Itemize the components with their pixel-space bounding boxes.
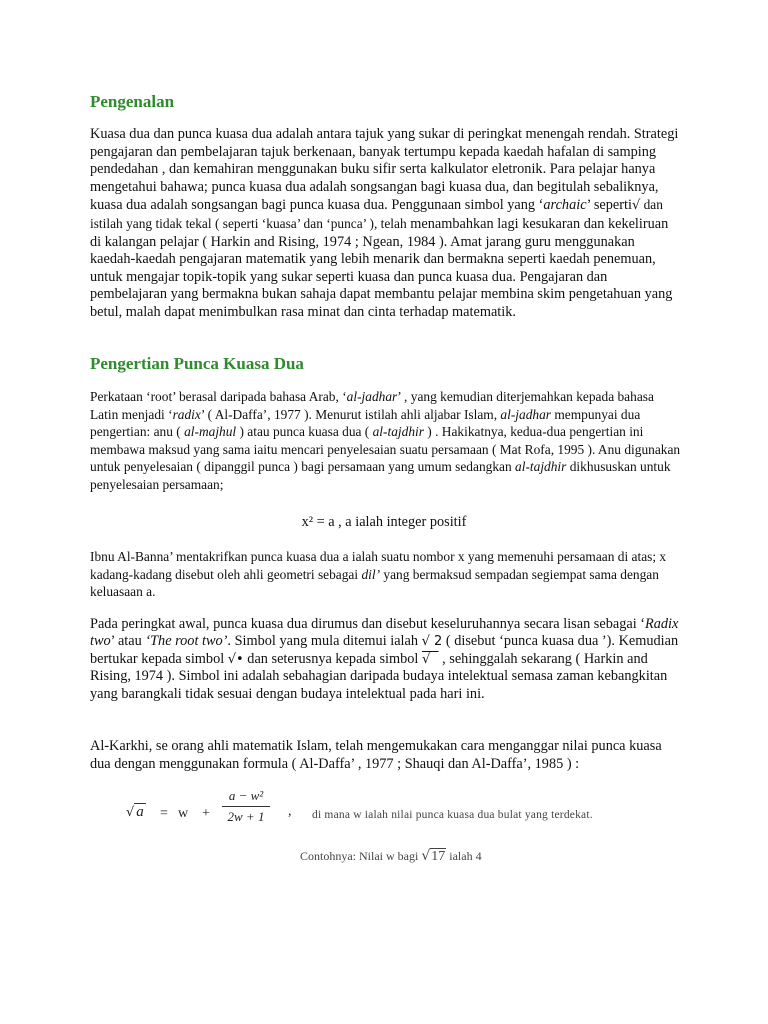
- term-radix-two: Radix two: [90, 616, 679, 650]
- paragraph-al-karkhi: Al-Karkhi, se orang ahli matematik Islam, telah mengemukakan cara menganggar nilai punca kuasa dua dengan menggunakan formula ( Al-Daffa’ , 1977 ; Shauqi dan Al-Daffa’, 1985 ) :: [90, 738, 662, 772]
- text-span: Ibnu Al-Banna’ mentakrifkan punca kuasa dua a ialah suatu nombor x yang memenuhi persamaan di atas; x kadang-kadang disebut oleh ahli geometri sebagai: [90, 549, 667, 582]
- fraction-numerator: a − w²: [222, 788, 270, 807]
- formula-plus: +: [202, 806, 210, 821]
- text-span: ) atau punca kuasa dua (: [236, 424, 373, 440]
- text-span: mempunyai dua pengertian: anu (: [90, 406, 641, 440]
- root-symbol-bar: √: [421, 651, 439, 667]
- text-span: ) . Hakikatnya, kedua-dua pengertian ini membawa maksud yang sama iaitu mencari penyelesaian suatu persamaan ( Mat Rofa, 1995 ). Anu digunakan untuk penyelesaian ( dipanggil punca ) bagi persamaan yang umum sedangkan: [90, 424, 681, 475]
- formula-block: [122, 788, 682, 850]
- text-span: dan seterusnya kepada simbol: [243, 650, 422, 667]
- term-radix: radix: [172, 406, 201, 422]
- term-altajdhir: al-tajdhir: [515, 459, 567, 475]
- text-span: . Simbol yang mula ditemui ialah: [227, 633, 422, 650]
- formula-note: di mana w ialah nilai punca kuasa dua bulat yang terdekat.: [312, 809, 593, 821]
- root-symbol-two: √ 2: [421, 634, 443, 650]
- root-symbol: √: [631, 198, 641, 214]
- text-span: ’ ( Al-Daffa’, 1977 ). Menurut istilah ahli aljabar Islam,: [200, 406, 501, 422]
- term-aljadhar: al-jadhar: [500, 406, 552, 422]
- text-span: ( disebut ‘punca kuasa dua ’). Kemudian bertukar kepada simbol: [90, 633, 679, 667]
- example-suffix: ialah 4: [446, 849, 482, 863]
- sqrt-icon: √: [126, 805, 135, 820]
- example-radicand: 17: [431, 849, 446, 864]
- root-symbol-dot: √•: [227, 651, 244, 667]
- text-span: , sehinggalah sekarang ( Harkin and Rising, 1974 ). Simbol ini adalah sebahagian daripada budaya intelektual semasa zaman kebangkitan yang barangkali tidak sesuai dengan budaya intelektual pada hari ini.: [90, 650, 668, 702]
- equation-line: x² = a , a ialah integer positif: [301, 514, 467, 530]
- paragraph-peringkat-awal: [90, 616, 682, 703]
- term-almajhul: al-majhul: [184, 424, 237, 440]
- formula-lhs: [126, 804, 146, 821]
- formula-w: w: [178, 806, 189, 821]
- paragraph-pengertian: [90, 388, 682, 494]
- fraction-denominator: 2w + 1: [227, 809, 265, 824]
- paragraph-ibnu-albanna: [90, 548, 682, 601]
- formula-fraction: [222, 788, 270, 825]
- intro-text-2: dan istilah yang tidak tekal ( seperti ‘kuasa’ dan ‘punca’ ), telah: [90, 197, 663, 231]
- paragraph-intro: [90, 126, 682, 322]
- text-span: ’ , yang kemudian diterjemahkan kepada bahasa Latin menjadi ‘: [90, 389, 654, 422]
- formula-equals: =: [160, 806, 168, 821]
- text-span: dikhususkan untuk penyelesaian persamaan;: [90, 459, 671, 492]
- formula-comma: ,: [288, 804, 292, 819]
- term-aljadhar: al-jadhar: [346, 389, 398, 404]
- intro-text-1: Kuasa dua dan punca kuasa dua adalah antara tajuk yang sukar di peringkat menengah rendah. Strategi pengajaran dan pembelajaran tajuk berkenaan, banyak tertumpu kepada kaedah hafalan di samping pendedahan , dan kemahiran menggunakan buku sifir serta kalkulator eletronik. Para pelajar hanya mengetahui bahawa; punca kuasa dua adalah songsangan bagi kuasa dua, dan begitulah sebaliknya, kuasa dua adalah songsangan bagi punca kuasa dua. Penggunaan simbol yang ‘: [90, 126, 679, 214]
- term-altajdhir: al-tajdhir: [372, 424, 424, 440]
- text-span: Perkataan ‘root’ berasal daripada bahasa Arab, ‘: [90, 389, 347, 404]
- sqrt-icon: √: [421, 848, 431, 864]
- text-span: Pada peringkat awal, punca kuasa dua dirumus dan disebut keseluruhannya secara lisan sebagai ‘: [90, 616, 646, 632]
- text-span: ’ atau: [110, 633, 146, 650]
- formula-var-a: a: [136, 804, 144, 820]
- example-prefix: Contohnya: Nilai w bagi: [300, 849, 422, 863]
- heading-pengenalan: Pengenalan: [90, 92, 175, 111]
- intro-text-3: menambahkan lagi kesukaran dan kekeliruan di kalangan pelajar ( Harkin and Rising, 1974 ; Ngean, 1984 ). Amat jarang guru menggunakan kaedah-kaedah pengajaran matematik yang lebih menarik dan bermakna seperti kaedah penemuan, untuk mengajar topik-topik yang sukar seperti kuasa dan punca kuasa dua. Pengajaran dan pembelajaran yang bermakna bukan sahaja dapat membantu pelajar membina skim pengetahuan yang betul, malah dapat menimbulkan rasa minat dan cinta terhadap matematik.: [90, 215, 673, 320]
- intro-archaic: archaic: [543, 197, 587, 214]
- example-line: [300, 848, 482, 865]
- term-the-root-two: ‘The root two’: [145, 633, 228, 650]
- text-span: yang bermaksud sempadan segiempat sama dengan keluasaan a.: [90, 566, 659, 600]
- intro-seperti: ’ seperti: [586, 197, 632, 214]
- heading-pengertian: Pengertian Punca Kuasa Dua: [90, 354, 304, 373]
- term-dil: dil’: [361, 566, 381, 582]
